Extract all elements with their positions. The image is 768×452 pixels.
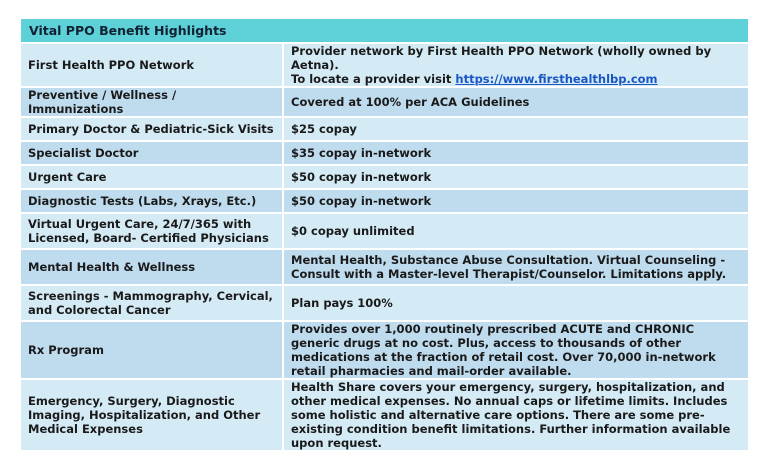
table-row xyxy=(21,379,748,451)
table-row xyxy=(21,213,748,249)
table-row xyxy=(21,285,748,321)
detail-line: Provider network by First Health PPO Network (wholly owned by Aetna). xyxy=(291,44,712,72)
benefit-name: Specialist Doctor xyxy=(21,141,283,165)
benefit-name: Virtual Urgent Care, 24/7/365 with Licensed, Board- Certified Physicians xyxy=(21,213,283,249)
benefit-detail: Provides over 1,000 routinely prescribed ACUTE and CHRONIC generic drugs at no cost. Plus, access to thousands of other medications at the fraction of retail cost. Over 70,000 in-network retail pharmacies and mail-order available. xyxy=(283,321,748,379)
benefit-name: Urgent Care xyxy=(21,165,283,189)
benefit-name: Diagnostic Tests (Labs, Xrays, Etc.) xyxy=(21,189,283,213)
benefit-table xyxy=(21,19,748,452)
benefit-detail: Health Share covers your emergency, surgery, hospitalization, and other medical expenses. No annual caps or lifetime limits. Includes some holistic and alternative care options. There are some pre-existing condition benefit limitations. Further information available upon request. xyxy=(283,379,748,451)
benefit-detail: Mental Health, Substance Abuse Consultation. Virtual Counseling - Consult with a Master-level Therapist/Counselor. Limitations apply. xyxy=(283,249,748,285)
benefit-name: Screenings - Mammography, Cervical, and Colorectal Cancer xyxy=(21,285,283,321)
benefit-detail xyxy=(283,43,748,87)
table-row xyxy=(21,141,748,165)
benefit-detail: $25 copay xyxy=(283,117,748,141)
benefit-name: Mental Health & Wellness xyxy=(21,249,283,285)
benefit-detail: $0 copay unlimited xyxy=(283,213,748,249)
table-row xyxy=(21,321,748,379)
table-row xyxy=(21,117,748,141)
benefit-name: Primary Doctor & Pediatric-Sick Visits xyxy=(21,117,283,141)
benefit-name: First Health PPO Network xyxy=(21,43,283,87)
provider-link[interactable]: https://www.firsthealthlbp.com xyxy=(455,72,658,86)
benefit-name: Rx Program xyxy=(21,321,283,379)
table-title: Vital PPO Benefit Highlights xyxy=(21,19,748,43)
table-row xyxy=(21,87,748,117)
detail-line-prefix: To locate a provider visit xyxy=(291,72,456,86)
benefit-name: Emergency, Surgery, Diagnostic Imaging, Hospitalization, and Other Medical Expenses xyxy=(21,379,283,451)
benefit-detail: $35 copay in-network xyxy=(283,141,748,165)
table-row xyxy=(21,43,748,87)
table-header-row xyxy=(21,19,748,43)
benefit-detail: $50 copay in-network xyxy=(283,189,748,213)
table-row xyxy=(21,165,748,189)
benefit-detail: Plan pays 100% xyxy=(283,285,748,321)
benefit-detail: Covered at 100% per ACA Guidelines xyxy=(283,87,748,117)
table-row xyxy=(21,249,748,285)
table-row xyxy=(21,189,748,213)
benefit-detail: $50 copay in-network xyxy=(283,165,748,189)
benefit-name: Preventive / Wellness / Immunizations xyxy=(21,87,283,117)
